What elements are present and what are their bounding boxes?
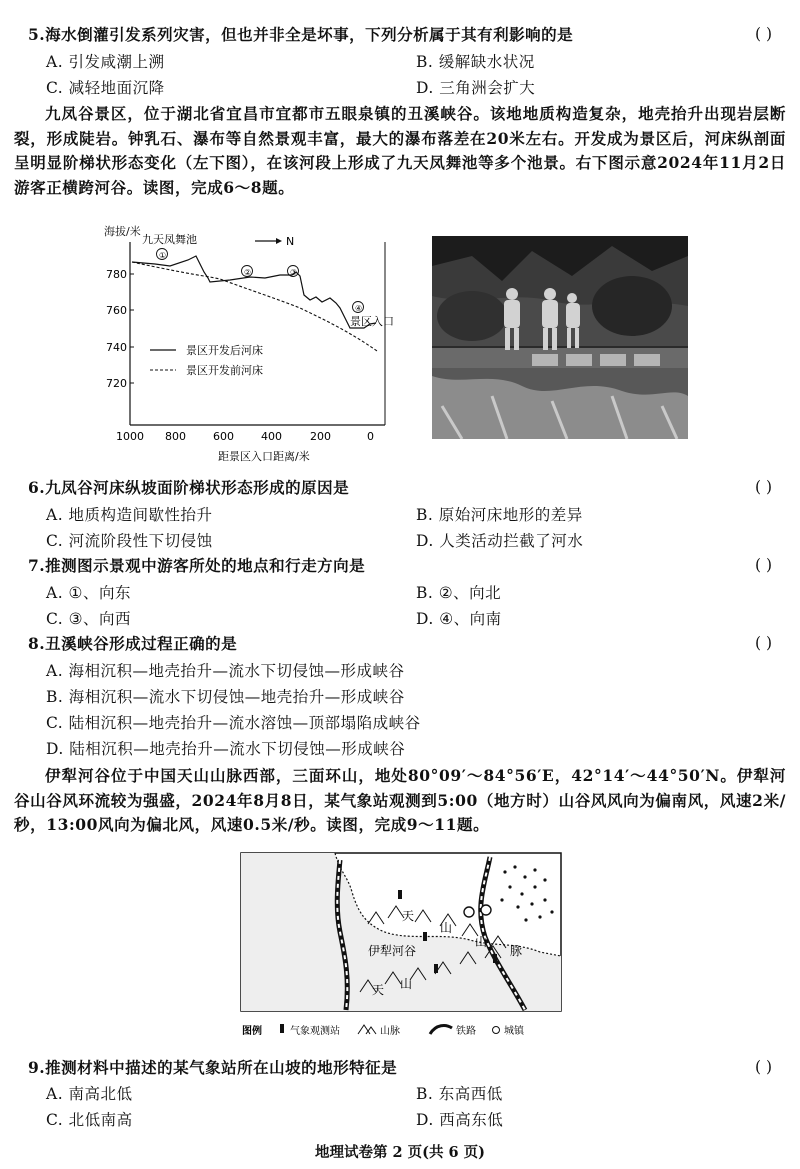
profile-ytick-780: 780 — [106, 268, 127, 281]
map-legend-title: 图例 — [242, 1026, 262, 1037]
legend-after-label: 景区开发后河床 — [186, 344, 263, 357]
q9-option-c: C. 北低南高 — [46, 1111, 133, 1129]
river-profile-chart — [100, 220, 400, 470]
q8-option-b: B. 海相沉积—流水下切侵蚀—地壳抬升—形成峡谷 — [46, 688, 405, 706]
q8-answer-paren: ( ) — [754, 634, 772, 652]
passage-jiufeng-valley: 九凤谷景区，位于湖北省宜昌市宜都市五眼泉镇的丑溪峡谷。该地地质构造复杂，地壳抬升出现岩层断裂，形成陡岩。钟乳石、瀑布等自然景观丰富，最大的瀑布落差在20米左右。开发成为景区后，河床纵剖面呈明显阶梯状形态变化（左下图），在该河段上形成了九天凤舞池等多个池景。右下图示意2024年11月2日游客正横跨河谷。读图，完成6～8题。 — [14, 104, 786, 197]
weather-station-3 — [434, 964, 438, 973]
legend-before-label: 景区开发前河床 — [186, 364, 263, 377]
q5-option-d: D. 三角洲会扩大 — [416, 79, 536, 97]
marker-1-label: ① — [159, 251, 167, 260]
q7-answer-paren: ( ) — [754, 556, 772, 574]
marker-3-label: ③ — [290, 268, 298, 277]
yili-valley-map — [240, 852, 562, 1048]
q6-option-c: C. 河流阶段性下切侵蚀 — [46, 532, 213, 550]
riverbed-before-line — [132, 262, 377, 351]
q9-option-b: B. 东高西低 — [416, 1085, 503, 1103]
q6-answer-paren: ( ) — [754, 478, 772, 496]
range-upper-char-4: 脉 — [510, 944, 523, 958]
profile-xtick-0: 0 — [367, 430, 374, 443]
q5-stem: 5.海水倒灌引发系列灾害，但也并非全是坏事，下列分析属于其有利影响的是 — [28, 25, 574, 44]
q6-option-a: A. 地质构造间歇性抬升 — [46, 506, 213, 524]
q5-option-b: B. 缓解缺水状况 — [416, 53, 535, 71]
profile-xtick-400: 400 — [261, 430, 282, 443]
legend-mountain-label: 山脉 — [380, 1026, 400, 1037]
weather-station-2 — [423, 932, 427, 941]
town-marker-2 — [464, 907, 474, 917]
profile-xtick-200: 200 — [310, 430, 331, 443]
profile-ylabel: 海拔/米 — [104, 225, 141, 238]
tourist-crossing-photo — [432, 236, 688, 439]
range-upper-char-1: 天 — [402, 909, 415, 923]
q6-option-b: B. 原始河床地形的差异 — [416, 506, 583, 524]
range-lower-char-1: 天 — [372, 983, 385, 997]
weather-station-4 — [493, 954, 497, 963]
range-upper-char-2: 山 — [440, 921, 453, 935]
riverbed-after-line — [132, 256, 376, 328]
q7-stem: 7.推测图示景观中游客所处的地点和行走方向是 — [28, 556, 366, 575]
range-upper-char-3: 山 — [475, 935, 488, 949]
legend-town-label: 城镇 — [504, 1026, 524, 1037]
q6-option-d: D. 人类活动拦截了河水 — [416, 532, 584, 550]
q9-stem: 9.推测材料中描述的某气象站所在山坡的地形特征是 — [28, 1058, 398, 1077]
q8-stem: 8.丑溪峡谷形成过程正确的是 — [28, 634, 238, 653]
legend-mountain-icon — [358, 1025, 376, 1034]
legend-railway-icon — [430, 1026, 452, 1034]
marker-2-label: ② — [244, 268, 252, 277]
marker-4-label: ④ — [355, 304, 363, 313]
page-footer: 地理试卷第 2 页(共 6 页) — [314, 1144, 486, 1161]
profile-ytick-740: 740 — [106, 341, 127, 354]
q7-option-c: C. ③、向西 — [46, 610, 132, 628]
profile-xlabel: 距景区入口距离/米 — [218, 450, 310, 463]
q5-answer-paren: ( ) — [754, 25, 772, 43]
q8-option-a: A. 海相沉积—地壳抬升—流水下切侵蚀—形成峡谷 — [46, 662, 405, 680]
q7-option-a: A. ①、向东 — [46, 584, 131, 602]
profile-ytick-720: 720 — [106, 377, 127, 390]
q8-option-c: C. 陆相沉积—地壳抬升—流水溶蚀—顶部塌陷成峡谷 — [46, 714, 421, 732]
north-arrow-icon — [276, 238, 282, 244]
profile-ytick-760: 760 — [106, 304, 127, 317]
q6-stem: 6.九凤谷河床纵坡面阶梯状形态形成的原因是 — [28, 478, 350, 497]
entrance-label: 景区入口 — [350, 315, 394, 328]
valley-label: 伊犁河谷 — [368, 944, 417, 958]
passage-yili-valley: 伊犁河谷位于中国天山山脉西部，三面环山，地处80°09′～84°56′E，42°14′～44°50′N。伊犁河谷山谷风环流较为强盛，2024年8月8日，某气象站观测到5:00（地方时）山谷风风向为偏南风，风速2米/秒，13:00风向为偏北风，风速0.5米/秒。读图，完成9～11题。 — [14, 766, 786, 834]
q7-option-b: B. ②、向北 — [416, 584, 502, 602]
pool-label: 九天凤舞池 — [142, 233, 197, 246]
town-marker-1 — [481, 905, 491, 915]
q7-option-d: D. ④、向南 — [416, 610, 502, 628]
q9-answer-paren: ( ) — [754, 1058, 772, 1076]
weather-station-1 — [398, 890, 402, 899]
profile-xtick-600: 600 — [213, 430, 234, 443]
q5-option-a: A. 引发咸潮上溯 — [46, 53, 165, 71]
q5-option-c: C. 减轻地面沉降 — [46, 79, 165, 97]
north-label: N — [286, 235, 295, 248]
legend-station-icon — [280, 1024, 284, 1033]
q9-option-d: D. 西高东低 — [416, 1111, 504, 1129]
profile-xtick-1000: 1000 — [116, 430, 144, 443]
profile-xtick-800: 800 — [165, 430, 186, 443]
q9-option-a: A. 南高北低 — [46, 1085, 133, 1103]
legend-railway-label: 铁路 — [456, 1026, 476, 1037]
q8-option-d: D. 陆相沉积—地壳抬升—流水下切侵蚀—形成峡谷 — [46, 740, 406, 758]
legend-station-label: 气象观测站 — [290, 1026, 340, 1037]
range-lower-char-2: 山 — [400, 977, 413, 991]
legend-town-icon — [493, 1027, 500, 1034]
